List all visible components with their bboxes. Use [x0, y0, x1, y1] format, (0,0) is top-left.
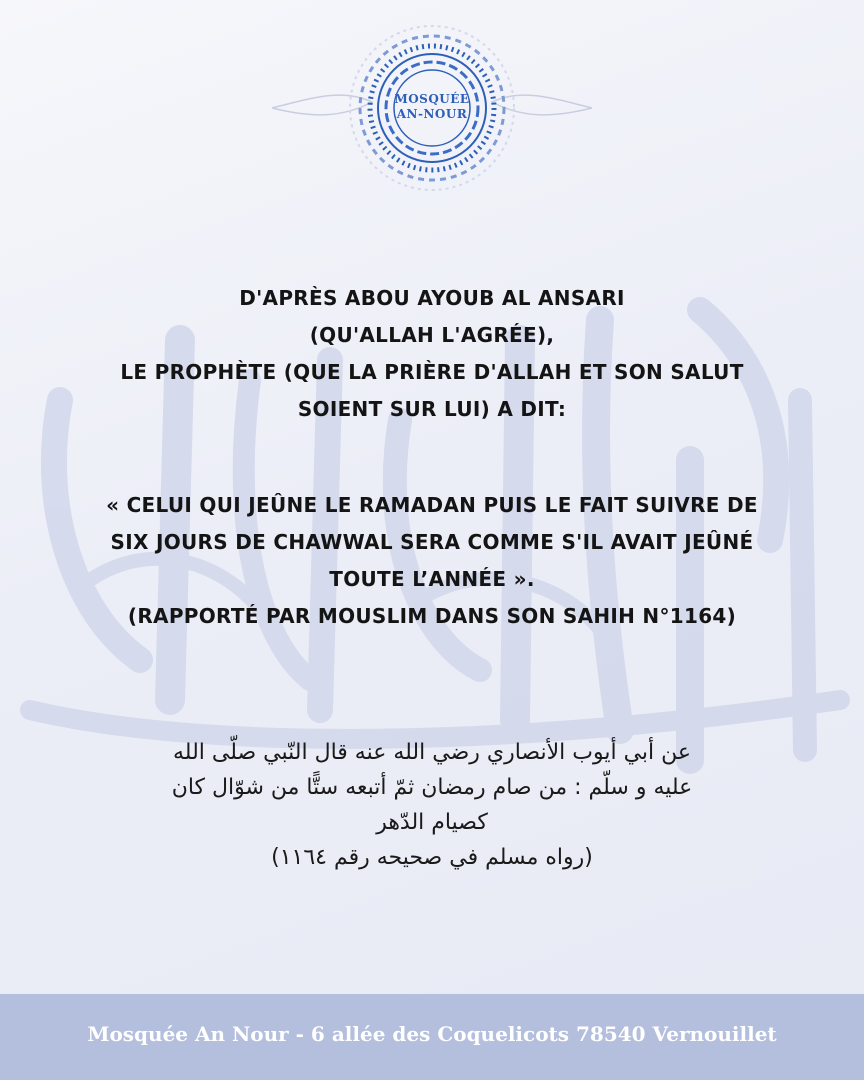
footer-address: Mosquée An Nour - 6 allée des Coquelicots 78540 Vernouillet [87, 1022, 777, 1046]
logo-text [352, 92, 512, 122]
footer-bar [0, 994, 864, 1080]
arabic-line-1: عن أبي أيوب الأنصاري رضي الله عنه قال النّبي صلّى الله [172, 740, 692, 765]
quote-line-3: TOUTE L’ANNÉE ». [329, 567, 535, 591]
intro-line-3: LE PROPHÈTE (QUE LA PRIÈRE D'ALLAH ET SON SALUT [120, 360, 744, 384]
intro-line-4: SOIENT SUR LUI) A DIT: [297, 397, 567, 421]
quote-source: (RAPPORTÉ PAR MOUSLIM DANS SON SAHIH N°1164) [127, 604, 737, 628]
intro-line-1: D'APRÈS ABOU AYOUB AL ANSARI [239, 286, 625, 310]
quote-line-2: SIX JOURS DE CHAWWAL SERA COMME S'IL AVAIT JEÛNÉ [110, 530, 754, 554]
arabic-source: (رواه مسلم في صحيحه رقم ١١٦٤) [271, 845, 593, 870]
quote-line-1: « CELUI QUI JEÛNE LE RAMADAN PUIS LE FAIT SUIVRE DE [106, 493, 758, 517]
arabic-line-2: عليه و سلّم : من صام رمضان ثمّ أتبعه ستًّا من شوّال كان [171, 775, 693, 800]
intro-line-2: (QU'ALLAH L'AGRÉE), [309, 323, 555, 347]
logo-line-1: MOSQUÉE [394, 92, 470, 106]
arabic-line-3: كصيام الدّهر [376, 810, 488, 835]
logo-line-2: AN-NOUR [396, 107, 468, 121]
hadith-introduction [40, 280, 824, 428]
hadith-arabic [60, 735, 804, 875]
hadith-quote-french [40, 487, 824, 635]
